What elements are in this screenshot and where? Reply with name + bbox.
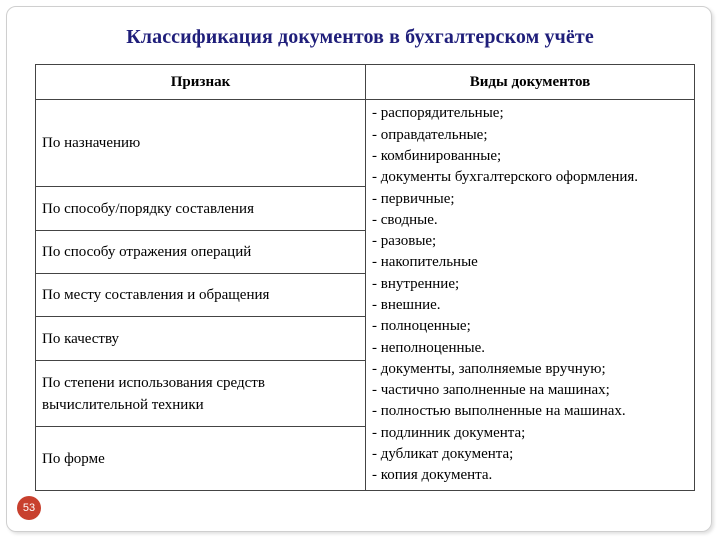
classification-table xyxy=(35,64,695,491)
criterion-cell: По качеству xyxy=(36,317,366,361)
type-item: - документы бухгалтерского оформления. xyxy=(372,169,639,186)
criterion-cell: По способу/порядку составления xyxy=(36,187,366,231)
criterion-cell: По форме xyxy=(36,427,366,491)
table-row xyxy=(36,100,695,187)
criterion-cell: По степени использования средств вычислительной техники xyxy=(36,361,366,427)
type-item: - частично заполненные на машинах; xyxy=(372,382,610,399)
type-item: - оправдательные; xyxy=(372,126,488,143)
criterion-cell: По способу отражения операций xyxy=(36,231,366,274)
type-item: - полностью выполненные на машинах. xyxy=(372,403,626,420)
type-item: - распорядительные; xyxy=(372,105,504,122)
criterion-cell: По назначению xyxy=(36,100,366,187)
type-item: - внутренние; xyxy=(372,275,460,292)
type-item: - подлинник документа; xyxy=(372,424,526,441)
type-item: - дубликат документа; xyxy=(372,446,514,463)
type-item: - полноценные; xyxy=(372,318,471,335)
criterion-cell: По месту составления и обращения xyxy=(36,274,366,317)
type-item: - разовые; xyxy=(372,233,437,250)
type-item: - первичные; xyxy=(372,190,455,207)
type-item: - неполноценные. xyxy=(372,339,485,356)
document-types-cell xyxy=(366,100,695,491)
type-item: - комбинированные; xyxy=(372,147,502,164)
page-number-badge: 53 xyxy=(17,496,41,520)
header-document-types: Виды документов xyxy=(366,65,695,100)
page-title: Классификация документов в бухгалтерском учёте xyxy=(126,26,594,48)
table-header-row xyxy=(36,65,695,100)
type-item: - внешние. xyxy=(372,297,441,313)
header-criterion: Признак xyxy=(36,65,366,100)
type-item: - накопительные xyxy=(372,254,478,271)
type-item: - документы, заполняемые вручную; xyxy=(372,360,606,377)
type-item: - сводные. xyxy=(372,211,438,228)
type-item: - копия документа. xyxy=(372,467,493,484)
